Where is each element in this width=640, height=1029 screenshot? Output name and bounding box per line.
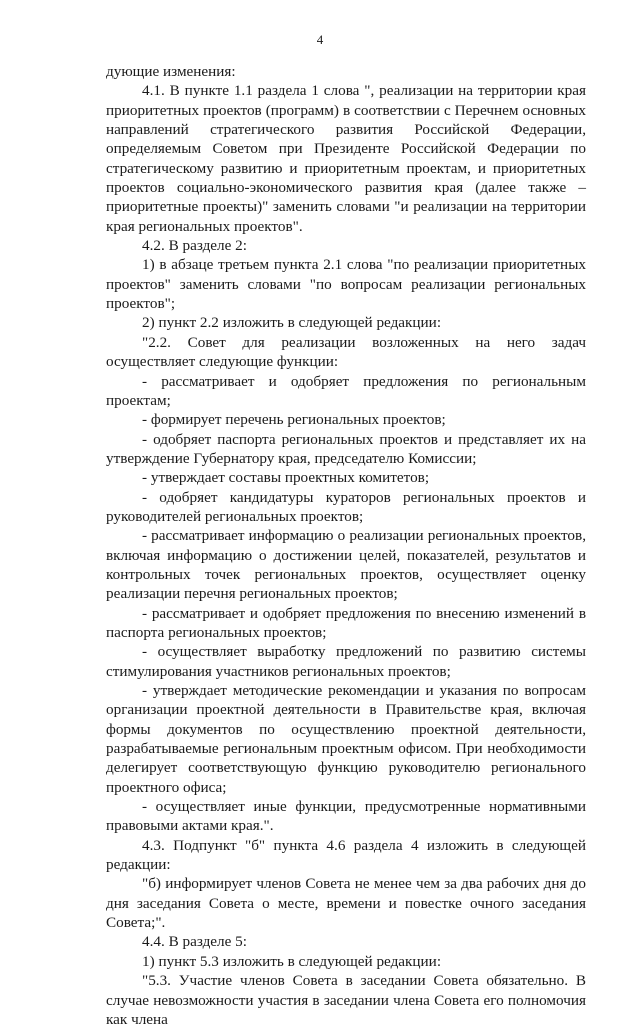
- paragraph: 4.2. В разделе 2:: [142, 237, 247, 255]
- paragraph: - утверждает методические рекомендации и указания по вопросам организации проектной деятельности в Правительстве края, включая формы документов по осуществлению проектной деятельности, разрабатываемые региональным проектным офисом. При необходимости делегирует соответствующую функцию руководителю регионального проектного офиса;: [106, 682, 586, 796]
- paragraph: 4.1. В пункте 1.1 раздела 1 слова ", реализации на территории края приоритетных проектов (программ) в соответствии с Перечнем основных направлений стратегического развития Российской Федерации, определяемым Советом при Президенте Российской Федерации по стратегическому развитию и приоритетным проектам, и приоритетных проектов социально-экономического развития края (далее также – приоритетные проекты)" заменить словами "и реализации на территории края региональных проектов".: [106, 82, 586, 235]
- paragraph: - рассматривает и одобряет предложения по региональным проектам;: [106, 372, 586, 409]
- paragraph: "5.3. Участие членов Совета в заседании Совета обязательно. В случае невозможности участия в заседании члена Совета его полномочия как члена: [106, 972, 586, 1028]
- paragraph: - осуществляет выработку предложений по развитию системы стимулирования участников региональных проектов;: [106, 643, 586, 680]
- paragraph: - рассматривает информацию о реализации региональных проектов, включая информацию о достижении целей, показателей, результатов и контрольных точек региональных проектов, осуществляет оценку реализации перечня региональных проектов;: [106, 527, 586, 603]
- page-number: 4: [316, 32, 324, 47]
- paragraph: 1) в абзаце третьем пункта 2.1 слова "по реализации приоритетных проектов" заменить словами "по вопросам реализации региональных проектов";: [106, 256, 586, 313]
- paragraph: 4.3. Подпункт "б" пункта 4.6 раздела 4 изложить в следующей редакции:: [106, 836, 586, 874]
- paragraph: - одобряет паспорта региональных проектов и представляет их на утверждение Губернатору края, председателю Комиссии;: [106, 430, 586, 467]
- paragraph: - формирует перечень региональных проектов;: [142, 411, 446, 429]
- paragraph: - одобряет кандидатуры кураторов региональных проектов и руководителей региональных проектов;: [106, 488, 586, 525]
- paragraph: 2) пункт 2.2 изложить в следующей редакции:: [142, 314, 442, 332]
- paragraph: - осуществляет иные функции, предусмотренные нормативными правовыми актами края.".: [106, 798, 586, 835]
- paragraph: "б) информирует членов Совета не менее чем за два рабочих дня до дня заседания Совета о месте, времени и повестке очного заседания Совета;".: [106, 875, 586, 932]
- document-body: [106, 62, 586, 1029]
- paragraph: - утверждает составы проектных комитетов;: [142, 469, 430, 487]
- paragraph: "2.2. Совет для реализации возложенных на него задач осуществляет следующие функции:: [106, 333, 586, 371]
- paragraph: дующие изменения:: [106, 63, 236, 80]
- paragraph: 1) пункт 5.3 изложить в следующей редакции:: [142, 952, 442, 970]
- paragraph: - рассматривает и одобряет предложения по внесению изменений в паспорта региональных проектов;: [106, 604, 586, 641]
- paragraph: 4.4. В разделе 5:: [142, 933, 247, 951]
